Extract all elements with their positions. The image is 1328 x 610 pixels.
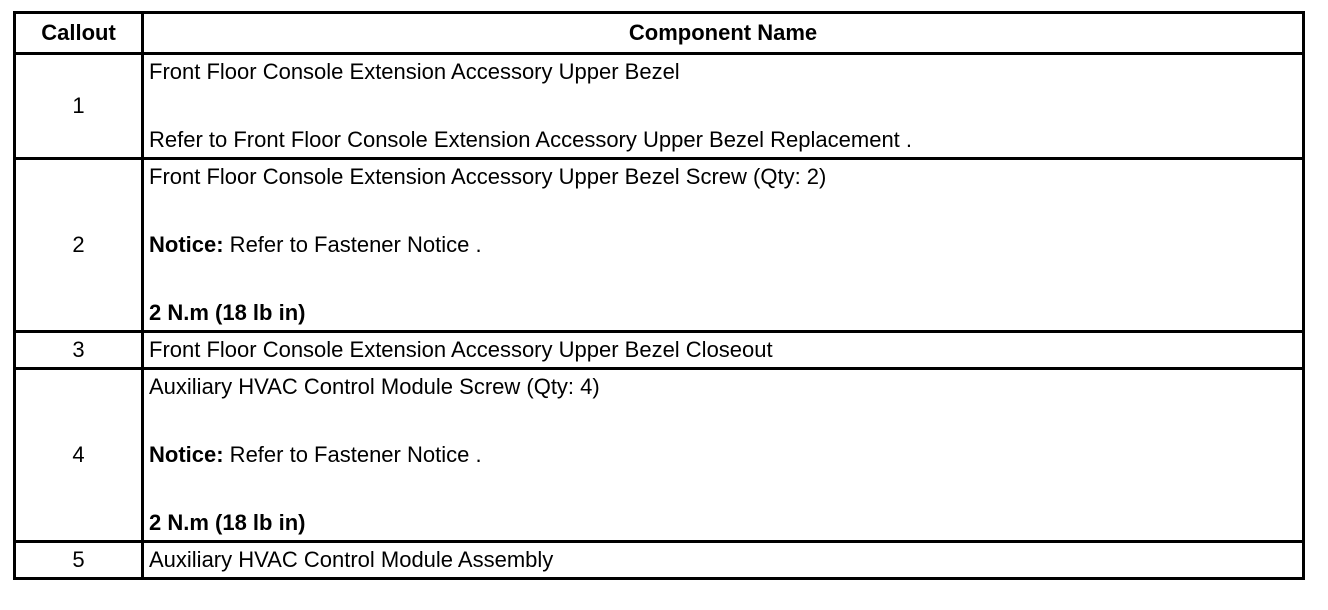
component-name-header: Component Name — [143, 13, 1304, 54]
callout-cell: 2 — [15, 159, 143, 332]
component-cell — [143, 159, 1304, 332]
table-header-row — [15, 13, 1304, 54]
notice-line — [149, 228, 1302, 262]
component-cell — [143, 332, 1304, 369]
notice-text: Refer to Fastener Notice . — [223, 232, 482, 257]
spacer — [149, 262, 1302, 296]
callout-header: Callout — [15, 13, 143, 54]
torque-spec: 2 N.m (18 lb in) — [149, 300, 306, 325]
spacer — [149, 472, 1302, 506]
component-name: Auxiliary HVAC Control Module Screw (Qty: 4) — [149, 374, 600, 399]
torque-spec: 2 N.m (18 lb in) — [149, 510, 306, 535]
component-name: Front Floor Console Extension Accessory Upper Bezel Screw (Qty: 2) — [149, 164, 827, 189]
table-row — [15, 159, 1304, 332]
table-row — [15, 54, 1304, 159]
notice-label: Notice: — [149, 232, 224, 257]
component-table — [13, 11, 1305, 580]
component-cell — [143, 369, 1304, 542]
spacer — [149, 89, 1302, 123]
callout-cell: 1 — [15, 54, 143, 159]
component-name: Front Floor Console Extension Accessory Upper Bezel — [149, 59, 680, 84]
callout-cell: 4 — [15, 369, 143, 542]
refer-text: Refer to Front Floor Console Extension Accessory Upper Bezel Replacement . — [149, 127, 913, 152]
notice-text: Refer to Fastener Notice . — [223, 442, 482, 467]
callout-cell: 5 — [15, 542, 143, 579]
table-row — [15, 369, 1304, 542]
table-row — [15, 542, 1304, 579]
spacer — [149, 404, 1302, 438]
notice-line — [149, 438, 1302, 472]
spacer — [149, 194, 1302, 228]
component-name: Auxiliary HVAC Control Module Assembly — [149, 547, 554, 572]
component-cell — [143, 54, 1304, 159]
notice-label: Notice: — [149, 442, 224, 467]
component-cell — [143, 542, 1304, 579]
table-row — [15, 332, 1304, 369]
component-name: Front Floor Console Extension Accessory Upper Bezel Closeout — [149, 337, 773, 362]
callout-cell: 3 — [15, 332, 143, 369]
